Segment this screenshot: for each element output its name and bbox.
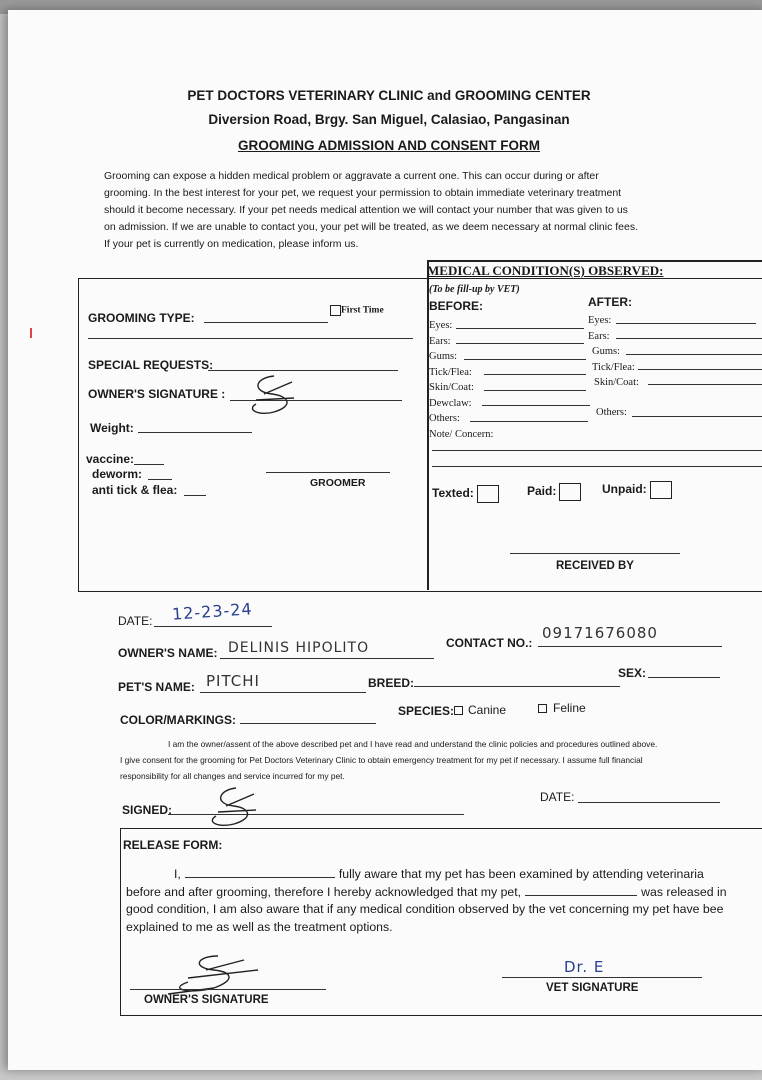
release-pet-field[interactable] xyxy=(525,895,637,896)
species-feline-option[interactable]: Feline xyxy=(538,701,586,715)
anti-tick-field[interactable] xyxy=(184,495,206,496)
breed-field[interactable] xyxy=(414,686,620,687)
received-by-line[interactable] xyxy=(510,553,680,554)
vet-signature-value[interactable]: Dr. E xyxy=(564,958,605,976)
grooming-type-field[interactable] xyxy=(204,322,328,323)
weight-field[interactable] xyxy=(138,432,252,433)
after-eyes-field[interactable] xyxy=(616,323,756,324)
paid-checkbox[interactable] xyxy=(559,483,581,501)
after-others-label: Others: xyxy=(596,407,627,418)
first-time-checkbox[interactable] xyxy=(330,305,341,316)
release-form-title: RELEASE FORM: xyxy=(123,838,223,852)
note-line-1[interactable] xyxy=(432,450,762,451)
owners-name-value[interactable]: DELINIS HIPOLITO xyxy=(228,640,370,656)
before-gums-field[interactable] xyxy=(464,359,586,360)
consent-statement: I am the owner/assent of the above described pet and I have read and understand the clinic policies and procedures outlined above. I give consent for the grooming for Pet Doctors Veterinary Clinic to obtain emergency treatment for my pet if necessary. I assume full financial responsibility for all changes and service incurred for my pet. xyxy=(120,739,658,781)
grooming-type-label: GROOMING TYPE: xyxy=(88,311,195,325)
before-skin-field[interactable] xyxy=(484,390,586,391)
medical-title: MEDICAL CONDITION(S) OBSERVED: xyxy=(427,263,664,278)
groomer-label: GROOMER xyxy=(310,477,366,489)
before-dewclaw-field[interactable] xyxy=(482,405,590,406)
release-owner-scribble-icon xyxy=(148,950,278,1000)
before-heading: BEFORE: xyxy=(429,299,483,313)
feline-checkbox[interactable] xyxy=(538,704,547,713)
before-tick-field[interactable] xyxy=(484,374,586,375)
contact-value[interactable]: 09171676080 xyxy=(542,624,658,642)
vaccine-label: vaccine: xyxy=(86,452,135,466)
color-markings-field[interactable] xyxy=(240,723,376,724)
signed-date-field[interactable] xyxy=(578,802,720,803)
pets-name-field[interactable] xyxy=(200,692,366,693)
margin-mark xyxy=(30,328,32,338)
release-name-field[interactable] xyxy=(185,877,335,878)
release-owner-signature-label: OWNER'S SIGNATURE xyxy=(144,994,269,1006)
paid-option[interactable]: Paid: xyxy=(527,483,581,501)
vet-signature-line[interactable] xyxy=(502,977,702,978)
after-ears-field[interactable] xyxy=(616,338,762,339)
intro-text: Grooming can expose a hidden medical problem or aggravate a current one. This can occur during or after grooming. In the best interest for your pet, we request your permission to obtain immediate veterinary treatment should it become necessary. If your pet needs medical attention we will contact your number that was given to us on admission. If we are unable to contact you, your pet will be treated, as we deem necessary at normal clinic fees. If your pet is currently on medication, please inform us. xyxy=(104,170,639,250)
owners-name-label: OWNER'S NAME: xyxy=(118,646,218,660)
medical-note: (To be fill-up by VET) xyxy=(429,284,520,295)
date-field[interactable] xyxy=(154,626,272,627)
after-tick-field[interactable] xyxy=(638,369,762,370)
after-skin-field[interactable] xyxy=(648,384,762,385)
special-requests-label: SPECIAL REQUESTS: xyxy=(88,358,214,372)
contact-label: CONTACT NO.: xyxy=(446,636,533,650)
sex-field[interactable] xyxy=(648,677,720,678)
before-ears-field[interactable] xyxy=(456,343,584,344)
clinic-address: Diversion Road, Brgy. San Miguel, Calasiao, Pangasinan xyxy=(208,112,570,127)
received-by-label: RECEIVED BY xyxy=(556,560,634,572)
owner-signature-scribble-icon xyxy=(234,370,314,420)
owner-signature-label: OWNER'S SIGNATURE : xyxy=(88,387,226,401)
after-heading: AFTER: xyxy=(588,295,632,309)
species-canine-option[interactable]: Canine xyxy=(454,703,506,717)
texted-option[interactable]: Texted: xyxy=(432,485,499,503)
deworm-label: deworm: xyxy=(92,467,143,481)
weight-label: Weight: xyxy=(90,421,134,435)
note-line-2[interactable] xyxy=(432,466,762,467)
date-label: DATE: xyxy=(118,614,153,628)
medical-top-border xyxy=(427,260,762,262)
release-text: I, fully aware that my pet has been examined by attending veterinaria before and after grooming, therefore I hereby acknowledged that my pet, was released in good condition, I am also aware that if any medical condition observed by the vet concerning my pet have bee explained to me as well as the treatment options. xyxy=(126,867,727,934)
grooming-type-line-2[interactable] xyxy=(88,338,413,339)
vet-signature-label: VET SIGNATURE xyxy=(546,982,639,994)
signed-scribble-icon xyxy=(194,782,274,832)
after-gums-field[interactable] xyxy=(626,354,762,355)
canine-checkbox[interactable] xyxy=(454,706,463,715)
consent-form-page xyxy=(8,10,762,1070)
groomer-signature-line[interactable] xyxy=(266,472,390,473)
clinic-name: PET DOCTORS VETERINARY CLINIC and GROOMING CENTER xyxy=(187,88,591,103)
date-value[interactable]: 12-23-24 xyxy=(171,599,254,624)
texted-checkbox[interactable] xyxy=(477,485,499,503)
after-others-field[interactable] xyxy=(632,416,762,417)
before-list: Eyes: Ears: Gums: Tick/Flea: Skin/Coat: Dewclaw: Others: Note/ Concern: xyxy=(429,320,494,440)
form-title: GROOMING ADMISSION AND CONSENT FORM xyxy=(238,138,540,153)
first-time-option[interactable]: First Time xyxy=(330,305,384,316)
signed-label: SIGNED: xyxy=(122,803,173,817)
signed-date-label: DATE: xyxy=(540,790,575,804)
vaccine-field[interactable] xyxy=(134,464,164,465)
release-owner-signature-line[interactable] xyxy=(130,989,326,990)
deworm-field[interactable] xyxy=(148,479,172,480)
grooming-medical-box xyxy=(78,278,762,592)
unpaid-checkbox[interactable] xyxy=(650,481,672,499)
color-markings-label: COLOR/MARKINGS: xyxy=(120,713,236,727)
after-list: Eyes: Ears: Gums: Tick/Flea: Skin/Coat: xyxy=(588,315,639,388)
breed-label: BREED: xyxy=(368,676,415,690)
owners-name-field[interactable] xyxy=(220,658,434,659)
contact-field[interactable] xyxy=(538,646,722,647)
pets-name-value[interactable]: PITCHI xyxy=(206,672,260,690)
before-others-field[interactable] xyxy=(470,421,588,422)
anti-tick-label: anti tick & flea: xyxy=(92,483,178,497)
before-eyes-field[interactable] xyxy=(456,328,584,329)
sex-label: SEX: xyxy=(618,666,647,680)
species-label: SPECIES: xyxy=(398,704,455,718)
pets-name-label: PET'S NAME: xyxy=(118,680,195,694)
unpaid-option[interactable]: Unpaid: xyxy=(602,481,672,499)
